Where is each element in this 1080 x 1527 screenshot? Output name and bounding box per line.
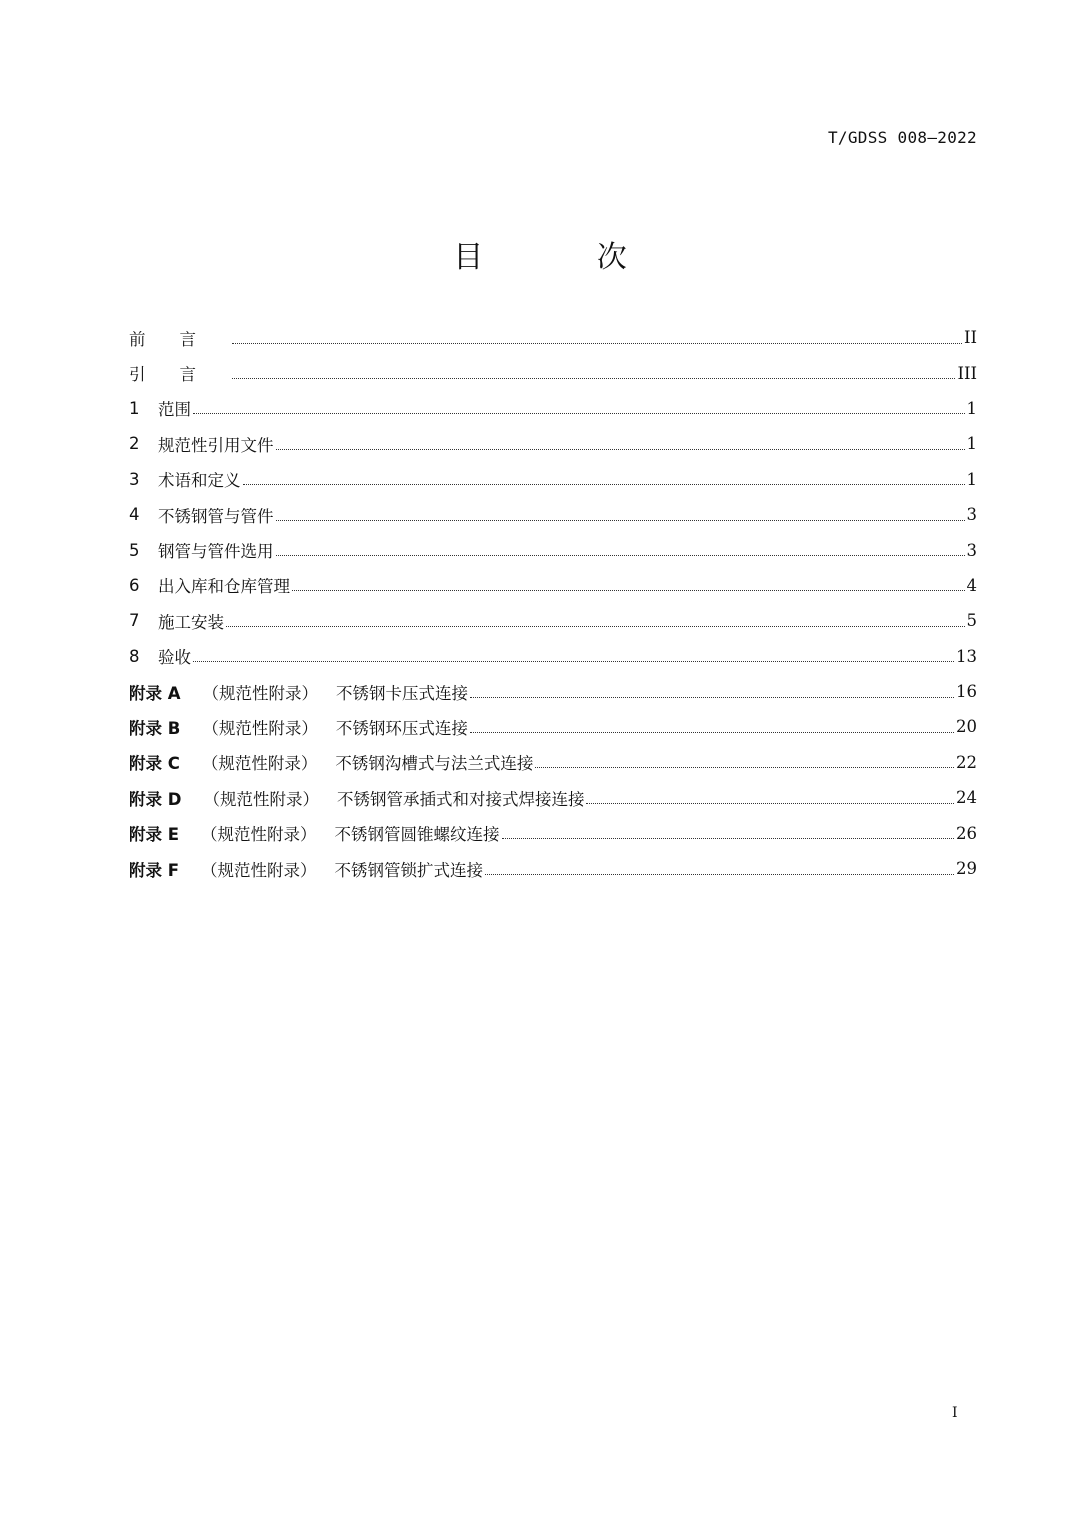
toc-entry-note: （规范性附录） bbox=[201, 825, 317, 845]
toc-dot-leader bbox=[586, 789, 954, 807]
toc-entry-page: 26 bbox=[956, 823, 977, 843]
toc-entry-number: 附录 F bbox=[129, 860, 180, 880]
toc-dot-leader bbox=[470, 718, 954, 736]
toc-dot-leader bbox=[535, 753, 954, 771]
toc-entry-note: （规范性附录） bbox=[203, 789, 319, 809]
toc-dot-leader bbox=[243, 470, 965, 488]
toc-entry-page: 20 bbox=[956, 717, 977, 737]
toc-dot-leader bbox=[193, 647, 954, 665]
toc-entry-label: 不锈钢环压式连接 bbox=[335, 718, 468, 738]
toc-entry-number: 5 bbox=[129, 540, 140, 560]
toc-entry-number: 8 bbox=[129, 646, 140, 666]
toc-entry-chapter-7[interactable] bbox=[129, 603, 977, 638]
toc-entry-page: 1 bbox=[966, 434, 977, 454]
toc-entry-chapter-4[interactable] bbox=[129, 497, 977, 532]
page-title: 目 次 bbox=[453, 240, 679, 275]
toc-entry-appendix-a[interactable] bbox=[129, 674, 977, 709]
toc-entry-chapter-5[interactable] bbox=[129, 532, 977, 567]
toc-entry-appendix-c[interactable] bbox=[129, 745, 977, 780]
document-code: T/GDSS 008—2022 bbox=[828, 128, 977, 147]
toc-entry-note: （规范性附录） bbox=[202, 718, 318, 738]
toc-entry-number: 3 bbox=[129, 469, 140, 489]
table-of-contents bbox=[129, 320, 977, 886]
toc-entry-foreword[interactable] bbox=[129, 320, 977, 355]
toc-entry-label: 不锈钢卡压式连接 bbox=[336, 683, 469, 703]
toc-dot-leader bbox=[226, 612, 965, 630]
toc-entry-page: 16 bbox=[956, 682, 977, 702]
toc-entry-note: （规范性附录） bbox=[201, 860, 317, 880]
toc-entry-page: 3 bbox=[966, 505, 977, 525]
toc-entry-page: 29 bbox=[956, 859, 977, 879]
toc-entry-label: 施工安装 bbox=[158, 612, 224, 632]
toc-dot-leader bbox=[232, 364, 955, 382]
toc-entry-label: 出入库和仓库管理 bbox=[158, 577, 290, 597]
toc-dot-leader bbox=[232, 329, 962, 347]
toc-entry-label: 不锈钢管与管件 bbox=[158, 506, 274, 526]
toc-entry-number: 6 bbox=[129, 575, 140, 595]
toc-dot-leader bbox=[502, 824, 954, 842]
toc-entry-number: 附录 A bbox=[129, 683, 181, 703]
toc-entry-label: 前言 bbox=[129, 329, 230, 349]
toc-entry-label: 引言 bbox=[129, 365, 230, 385]
toc-entry-number: 4 bbox=[129, 505, 140, 525]
toc-entry-number: 附录 B bbox=[129, 718, 181, 738]
toc-dot-leader bbox=[485, 860, 954, 878]
toc-entry-number: 7 bbox=[129, 611, 140, 631]
toc-entry-note: （规范性附录） bbox=[201, 754, 318, 774]
toc-entry-page: 13 bbox=[956, 646, 977, 666]
toc-entry-number: 附录 C bbox=[129, 754, 180, 774]
toc-entry-label: 不锈钢管承插式和对接式焊接连接 bbox=[336, 789, 585, 809]
toc-entry-label: 钢管与管件选用 bbox=[158, 542, 274, 562]
toc-entry-page: 1 bbox=[966, 469, 977, 489]
toc-entry-page: 4 bbox=[966, 575, 977, 595]
toc-entry-appendix-b[interactable] bbox=[129, 709, 977, 744]
toc-entry-label: 不锈钢管锁扩式连接 bbox=[334, 860, 484, 880]
toc-entry-label: 范围 bbox=[158, 400, 191, 420]
toc-entry-label: 验收 bbox=[158, 648, 191, 668]
toc-entry-appendix-d[interactable] bbox=[129, 780, 977, 815]
toc-dot-leader bbox=[276, 435, 965, 453]
page-number: I bbox=[952, 1405, 958, 1421]
toc-entry-number: 2 bbox=[129, 434, 140, 454]
toc-entry-page: 3 bbox=[966, 540, 977, 560]
toc-entry-appendix-f[interactable] bbox=[129, 851, 977, 886]
toc-entry-appendix-e[interactable] bbox=[129, 815, 977, 850]
toc-entry-page: 22 bbox=[956, 752, 977, 772]
toc-entry-number: 1 bbox=[129, 398, 140, 418]
toc-entry-chapter-8[interactable] bbox=[129, 639, 977, 674]
toc-entry-label: 不锈钢沟槽式与法兰式连接 bbox=[335, 754, 534, 774]
toc-entry-label: 不锈钢管圆锥螺纹连接 bbox=[334, 825, 500, 845]
toc-entry-label: 术语和定义 bbox=[158, 471, 241, 491]
toc-entry-note: （规范性附录） bbox=[202, 683, 319, 703]
toc-entry-chapter-6[interactable] bbox=[129, 568, 977, 603]
toc-entry-page: II bbox=[963, 328, 977, 348]
toc-dot-leader bbox=[292, 576, 965, 594]
toc-entry-page: 5 bbox=[966, 611, 977, 631]
toc-entry-number: 附录 E bbox=[129, 825, 180, 845]
toc-entry-chapter-2[interactable] bbox=[129, 426, 977, 461]
toc-entry-chapter-3[interactable] bbox=[129, 462, 977, 497]
toc-entry-chapter-1[interactable] bbox=[129, 391, 977, 426]
toc-entry-introduction[interactable] bbox=[129, 355, 977, 390]
toc-entry-label: 规范性引用文件 bbox=[158, 435, 274, 455]
toc-entry-page: 24 bbox=[956, 788, 977, 808]
toc-dot-leader bbox=[276, 506, 965, 524]
toc-dot-leader bbox=[470, 683, 954, 701]
toc-dot-leader bbox=[276, 541, 965, 559]
toc-entry-number: 附录 D bbox=[129, 789, 182, 809]
toc-entry-page: 1 bbox=[966, 398, 977, 418]
toc-entry-page: III bbox=[957, 363, 977, 383]
toc-dot-leader bbox=[193, 399, 965, 417]
